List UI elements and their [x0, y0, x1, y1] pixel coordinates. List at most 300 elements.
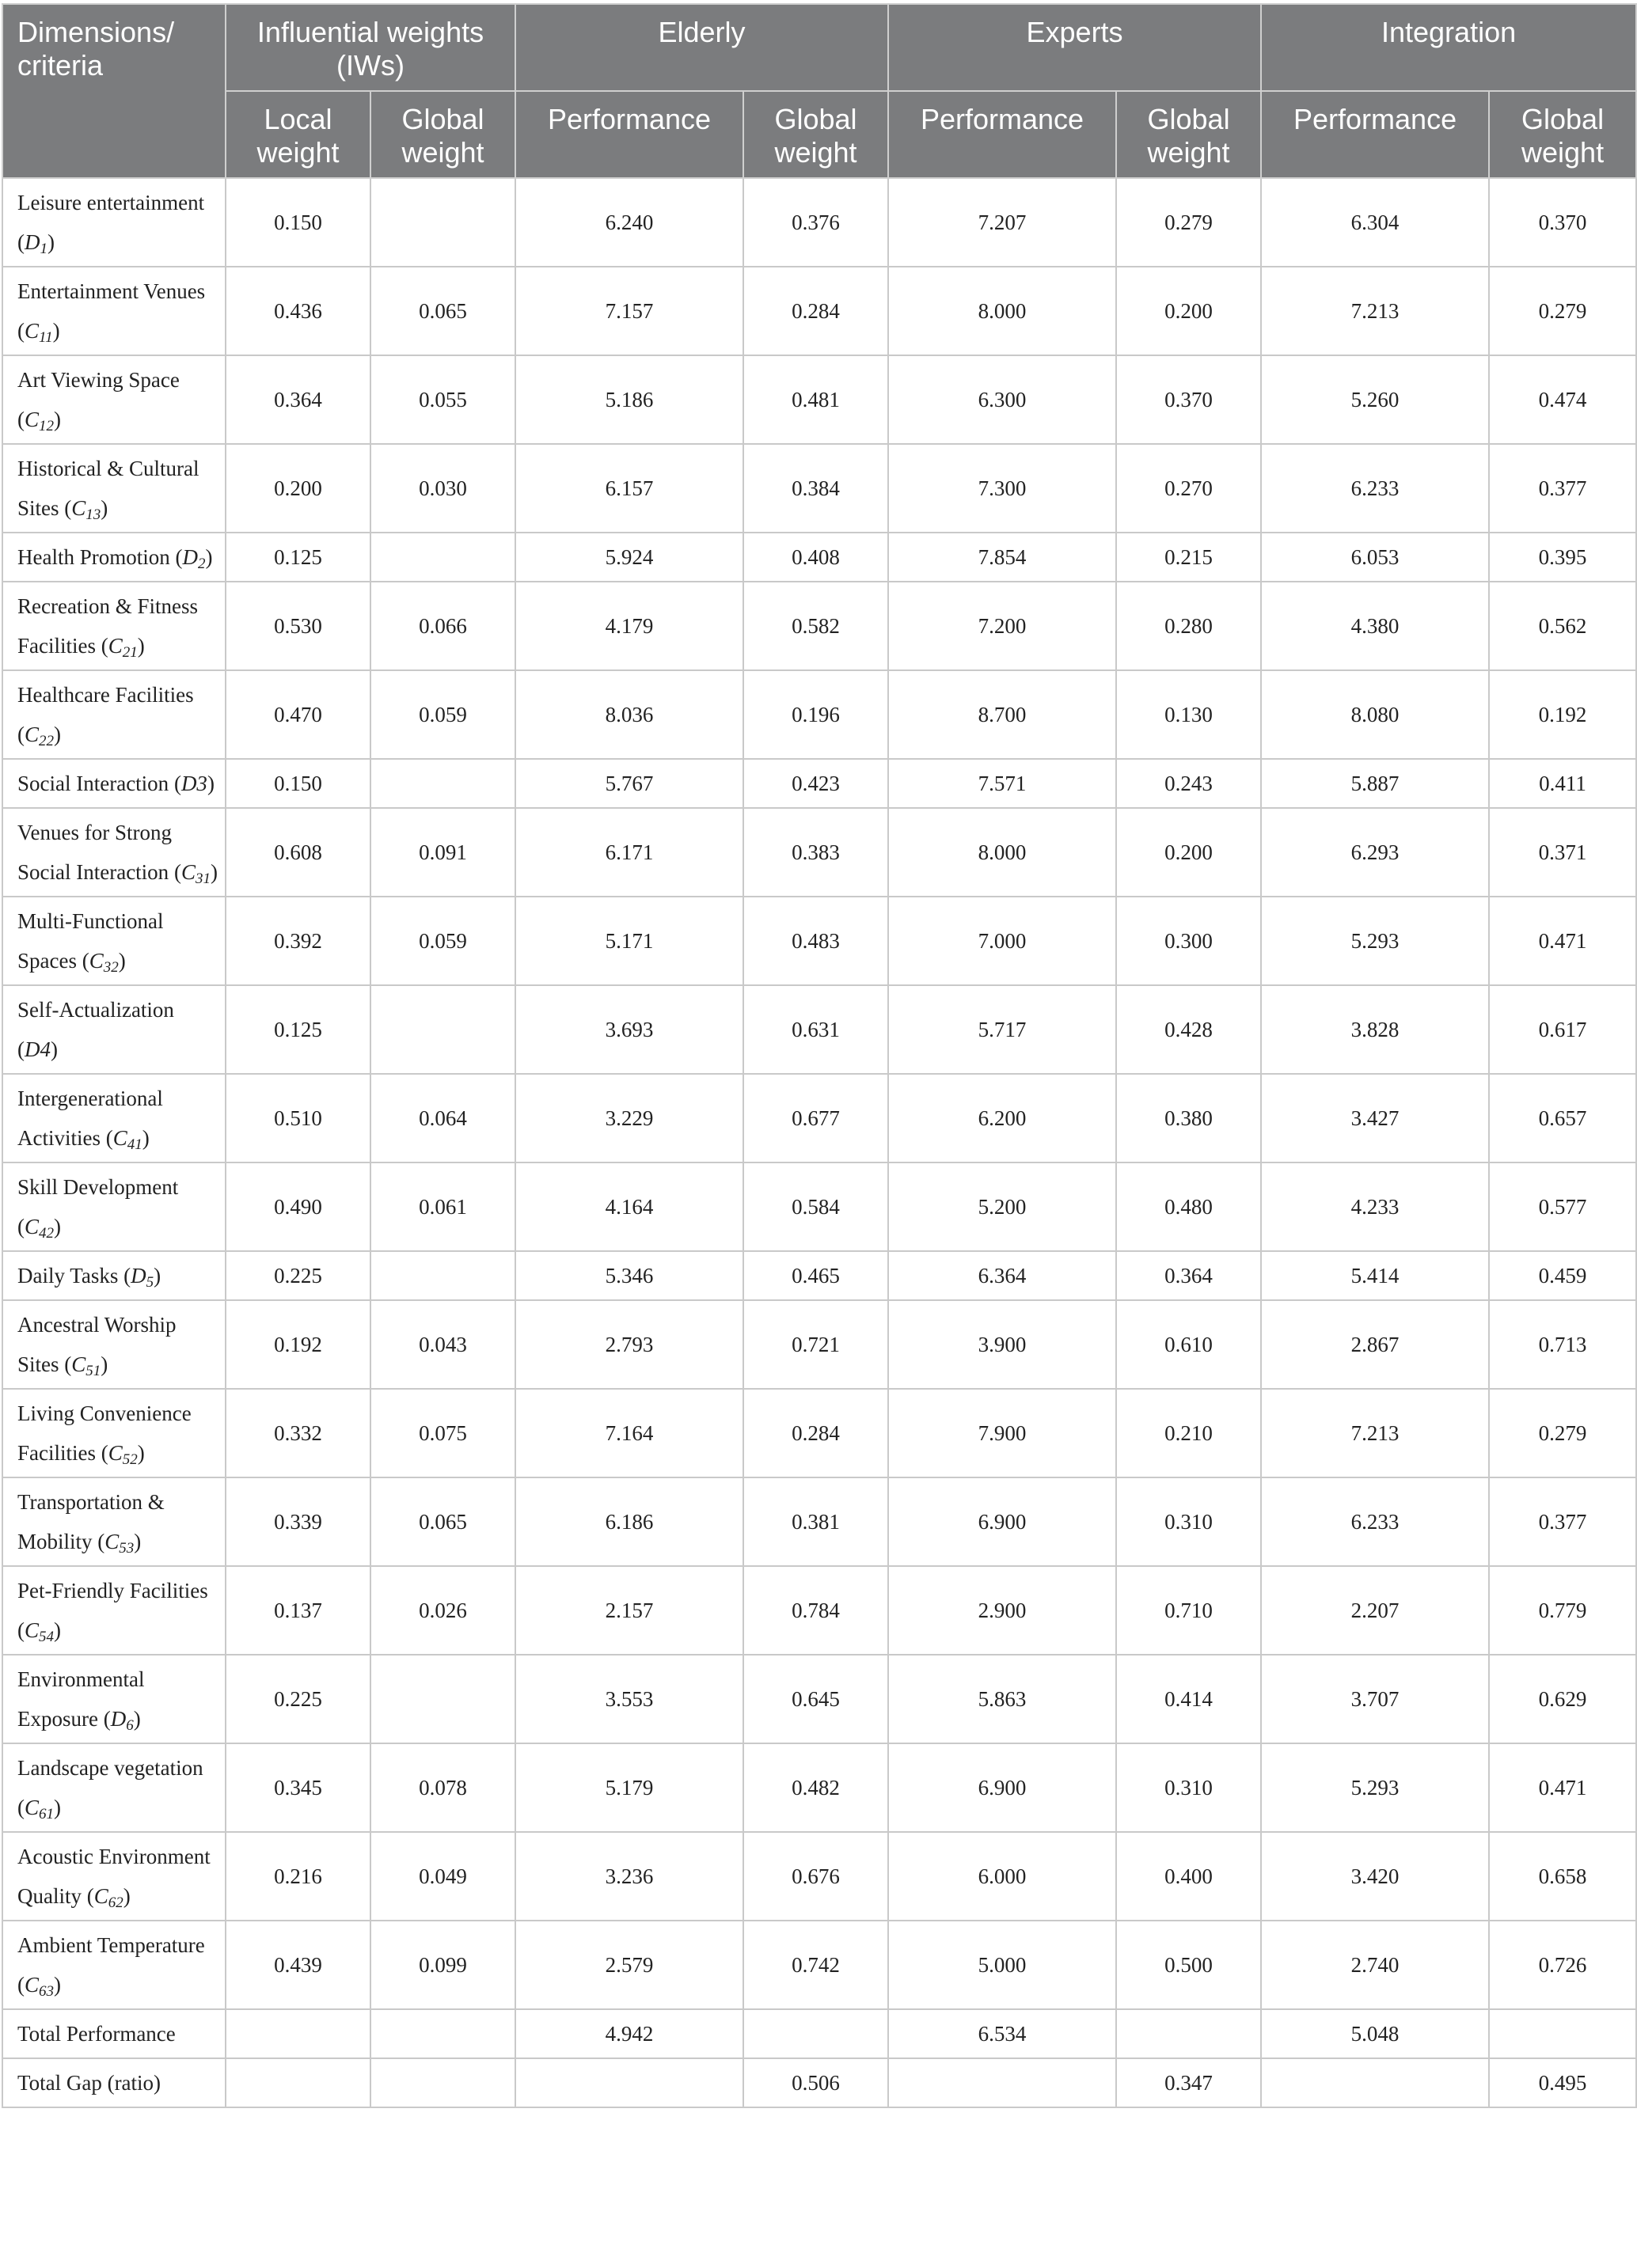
- cell-elderly-global-weight: 0.677: [743, 1074, 888, 1162]
- row-code-subscript: 21: [122, 644, 138, 661]
- row-code: C: [25, 1796, 40, 1819]
- table-header: [2, 4, 1636, 178]
- cell-elderly-performance: 8.036: [515, 670, 743, 759]
- cell-integration-performance: [1261, 2058, 1489, 2107]
- table-row: [2, 759, 1636, 808]
- cell-local-weight: 0.436: [226, 267, 370, 355]
- cell-global-weight: 0.066: [370, 582, 515, 670]
- row-code: D4: [25, 1037, 51, 1061]
- table-row: [2, 1566, 1636, 1655]
- cell-local-weight: 0.470: [226, 670, 370, 759]
- table-row: [2, 267, 1636, 355]
- table-row: [2, 1477, 1636, 1566]
- cell-experts-global-weight: 0.500: [1116, 1921, 1261, 2009]
- cell-elderly-performance: 5.186: [515, 355, 743, 444]
- cell-local-weight: 0.200: [226, 444, 370, 533]
- row-label-cell: [2, 2058, 226, 2107]
- row-code: D: [25, 230, 40, 254]
- header-sub-elderly-performance: Performance: [515, 91, 743, 178]
- cell-integration-performance: 2.867: [1261, 1300, 1489, 1389]
- cell-local-weight: 0.125: [226, 533, 370, 582]
- cell-experts-global-weight: 0.310: [1116, 1743, 1261, 1832]
- cell-elderly-performance: 5.346: [515, 1251, 743, 1300]
- header-sub-integration-performance: Performance: [1261, 91, 1489, 178]
- row-code-subscript: 5: [146, 1274, 154, 1291]
- row-code-subscript: 2: [197, 556, 206, 572]
- cell-local-weight: 0.608: [226, 808, 370, 897]
- header-row-groups: [2, 4, 1636, 91]
- cell-experts-performance: 7.200: [888, 582, 1116, 670]
- cell-experts-performance: 7.900: [888, 1389, 1116, 1477]
- cell-elderly-performance: 3.229: [515, 1074, 743, 1162]
- cell-integration-performance: 6.233: [1261, 444, 1489, 533]
- table-row: [2, 444, 1636, 533]
- row-code-subscript: 61: [39, 1806, 55, 1822]
- cell-elderly-global-weight: 0.483: [743, 897, 888, 985]
- table-row: [2, 533, 1636, 582]
- cell-local-weight: 0.216: [226, 1832, 370, 1921]
- header-sub-global-weight: Global weight: [370, 91, 515, 178]
- row-code: C: [104, 1530, 120, 1553]
- row-code-subscript: 12: [39, 418, 55, 434]
- cell-elderly-performance: 3.236: [515, 1832, 743, 1921]
- row-code-subscript: 32: [103, 959, 119, 976]
- row-code-subscript: 52: [122, 1451, 138, 1468]
- cell-elderly-performance: 2.157: [515, 1566, 743, 1655]
- cell-experts-performance: 6.300: [888, 355, 1116, 444]
- row-label-cell: Recreation & Fitness Facilities $(C_{21})$: [2, 582, 226, 670]
- cell-experts-global-weight: 0.414: [1116, 1655, 1261, 1743]
- cell-integration-global-weight: 0.471: [1489, 1743, 1636, 1832]
- row-label: Venues for Strong Social Interaction: [17, 821, 172, 884]
- row-label: Healthcare Facilities: [17, 683, 194, 707]
- cell-experts-performance: 5.000: [888, 1921, 1116, 2009]
- cell-integration-performance: 6.304: [1261, 178, 1489, 267]
- cell-experts-performance: 3.900: [888, 1300, 1116, 1389]
- cell-global-weight: [370, 985, 515, 1074]
- table-body: [2, 178, 1636, 2107]
- cell-global-weight: 0.059: [370, 670, 515, 759]
- row-label-cell: Ambient Temperature $(C_{63})$: [2, 1921, 226, 2009]
- cell-elderly-performance: 5.179: [515, 1743, 743, 1832]
- table-row: [2, 355, 1636, 444]
- row-label: Entertainment Venues: [17, 279, 206, 303]
- row-label: Ambient Temperature: [17, 1933, 205, 1957]
- row-label: Leisure entertainment: [17, 191, 205, 214]
- cell-local-weight: 0.530: [226, 582, 370, 670]
- cell-integration-performance: 2.740: [1261, 1921, 1489, 2009]
- cell-integration-performance: 4.233: [1261, 1162, 1489, 1251]
- row-code: C: [25, 1973, 40, 1997]
- table-row: [2, 670, 1636, 759]
- cell-elderly-global-weight: 0.284: [743, 1389, 888, 1477]
- cell-elderly-performance: 2.579: [515, 1921, 743, 2009]
- cell-experts-global-weight: 0.480: [1116, 1162, 1261, 1251]
- cell-elderly-performance: 6.171: [515, 808, 743, 897]
- cell-experts-performance: 2.900: [888, 1566, 1116, 1655]
- row-code: D: [131, 1264, 146, 1288]
- row-code: D: [182, 545, 198, 569]
- table-row: [2, 2009, 1636, 2058]
- cell-integration-global-weight: 0.726: [1489, 1921, 1636, 2009]
- cell-experts-global-weight: 0.200: [1116, 267, 1261, 355]
- cell-elderly-global-weight: 0.196: [743, 670, 888, 759]
- table-row: [2, 1743, 1636, 1832]
- cell-elderly-global-weight: 0.423: [743, 759, 888, 808]
- row-label: Art Viewing Space: [17, 368, 180, 392]
- header-sub-experts-performance: Performance: [888, 91, 1116, 178]
- cell-experts-performance: 7.571: [888, 759, 1116, 808]
- row-code: C: [25, 319, 40, 343]
- row-label: Ancestral Worship Sites: [17, 1313, 177, 1376]
- row-label: Environmental Exposure: [17, 1667, 145, 1731]
- cell-global-weight: 0.091: [370, 808, 515, 897]
- row-label-cell: Transportation & Mobility $(C_{53})$: [2, 1477, 226, 1566]
- row-code-subscript: 63: [39, 1983, 55, 2000]
- cell-integration-performance: 3.427: [1261, 1074, 1489, 1162]
- cell-experts-performance: 7.207: [888, 178, 1116, 267]
- cell-elderly-performance: 4.179: [515, 582, 743, 670]
- table-row: [2, 985, 1636, 1074]
- cell-elderly-performance: 5.767: [515, 759, 743, 808]
- row-code-subscript: 54: [39, 1629, 55, 1645]
- cell-experts-performance: 6.534: [888, 2009, 1116, 2058]
- row-code-subscript: 1: [40, 241, 47, 257]
- cell-global-weight: 0.049: [370, 1832, 515, 1921]
- cell-local-weight: 0.439: [226, 1921, 370, 2009]
- row-label: Skill Development: [17, 1175, 179, 1199]
- cell-elderly-global-weight: 0.582: [743, 582, 888, 670]
- cell-elderly-global-weight: 0.506: [743, 2058, 888, 2107]
- cell-local-weight: [226, 2058, 370, 2107]
- row-label: Total Gap (ratio): [17, 2071, 161, 2095]
- cell-integration-global-weight: 0.495: [1489, 2058, 1636, 2107]
- header-group-influential-weights: Influential weights (IWs): [226, 4, 515, 91]
- table-row: [2, 1832, 1636, 1921]
- cell-elderly-performance: 5.171: [515, 897, 743, 985]
- cell-local-weight: 0.137: [226, 1566, 370, 1655]
- row-code-subscript: 53: [119, 1540, 135, 1557]
- row-code: C: [93, 1884, 108, 1908]
- cell-local-weight: 0.225: [226, 1251, 370, 1300]
- cell-integration-global-weight: 0.713: [1489, 1300, 1636, 1389]
- cell-experts-global-weight: 0.243: [1116, 759, 1261, 808]
- row-label: Total Performance: [17, 2022, 176, 2046]
- row-label-cell: Leisure entertainment $(D_1)$: [2, 178, 226, 267]
- row-code: C: [180, 860, 196, 884]
- row-label-cell: Landscape vegetation $(C_{61})$: [2, 1743, 226, 1832]
- cell-elderly-performance: 2.793: [515, 1300, 743, 1389]
- cell-elderly-global-weight: 0.384: [743, 444, 888, 533]
- cell-experts-global-weight: 0.400: [1116, 1832, 1261, 1921]
- cell-integration-performance: 3.828: [1261, 985, 1489, 1074]
- cell-elderly-performance: 4.164: [515, 1162, 743, 1251]
- row-label-cell: Skill Development $(C_{42})$: [2, 1162, 226, 1251]
- cell-global-weight: 0.059: [370, 897, 515, 985]
- row-code: C: [89, 949, 104, 973]
- cell-integration-performance: 8.080: [1261, 670, 1489, 759]
- cell-experts-performance: 7.300: [888, 444, 1116, 533]
- cell-experts-performance: [888, 2058, 1116, 2107]
- row-code: C: [25, 408, 40, 431]
- cell-local-weight: 0.345: [226, 1743, 370, 1832]
- cell-elderly-global-weight: 0.482: [743, 1743, 888, 1832]
- cell-global-weight: 0.078: [370, 1743, 515, 1832]
- cell-global-weight: [370, 178, 515, 267]
- row-label-cell: [2, 2009, 226, 2058]
- cell-local-weight: 0.192: [226, 1300, 370, 1389]
- cell-global-weight: [370, 2058, 515, 2107]
- cell-integration-global-weight: 0.657: [1489, 1074, 1636, 1162]
- cell-elderly-global-weight: 0.584: [743, 1162, 888, 1251]
- cell-elderly-global-weight: 0.784: [743, 1566, 888, 1655]
- table-row: [2, 1162, 1636, 1251]
- cell-experts-performance: 5.863: [888, 1655, 1116, 1743]
- cell-experts-global-weight: 0.200: [1116, 808, 1261, 897]
- cell-experts-performance: 6.364: [888, 1251, 1116, 1300]
- cell-global-weight: [370, 1251, 515, 1300]
- cell-integration-global-weight: 0.377: [1489, 444, 1636, 533]
- cell-integration-global-weight: 0.471: [1489, 897, 1636, 985]
- cell-integration-global-weight: 0.562: [1489, 582, 1636, 670]
- row-code: C: [108, 1441, 123, 1465]
- row-label-cell: Entertainment Venues $(C_{11})$: [2, 267, 226, 355]
- cell-elderly-global-weight: 0.408: [743, 533, 888, 582]
- row-label-cell: Social Interaction (D3): [2, 759, 226, 808]
- cell-local-weight: 0.339: [226, 1477, 370, 1566]
- cell-local-weight: 0.392: [226, 897, 370, 985]
- row-code: C: [71, 496, 86, 520]
- row-label: Health Promotion: [17, 545, 170, 569]
- row-code: C: [112, 1126, 127, 1150]
- cell-integration-global-weight: 0.279: [1489, 267, 1636, 355]
- row-label-cell: Daily Tasks $(D_5)$: [2, 1251, 226, 1300]
- cell-elderly-performance: 6.240: [515, 178, 743, 267]
- cell-local-weight: 0.490: [226, 1162, 370, 1251]
- cell-elderly-global-weight: 0.376: [743, 178, 888, 267]
- cell-integration-performance: 5.887: [1261, 759, 1489, 808]
- row-code-subscript: 42: [39, 1225, 55, 1242]
- cell-global-weight: 0.099: [370, 1921, 515, 2009]
- cell-elderly-performance: 3.553: [515, 1655, 743, 1743]
- cell-experts-global-weight: [1116, 2009, 1261, 2058]
- table-row: [2, 178, 1636, 267]
- row-code-subscript: 51: [85, 1363, 101, 1379]
- cell-integration-performance: 5.293: [1261, 1743, 1489, 1832]
- cell-integration-performance: 5.048: [1261, 2009, 1489, 2058]
- row-label: Historical & Cultural Sites: [17, 457, 199, 520]
- cell-integration-global-weight: 0.395: [1489, 533, 1636, 582]
- row-label: Pet-Friendly Facilities: [17, 1579, 208, 1602]
- cell-experts-global-weight: 0.130: [1116, 670, 1261, 759]
- row-label-cell: Ancestral Worship Sites $(C_{51})$: [2, 1300, 226, 1389]
- header-sub-elderly-global-weight: Global weight: [743, 91, 888, 178]
- cell-experts-performance: 8.000: [888, 267, 1116, 355]
- cell-experts-performance: 6.900: [888, 1477, 1116, 1566]
- row-code-subscript: 11: [39, 329, 53, 346]
- cell-local-weight: 0.364: [226, 355, 370, 444]
- cell-integration-performance: 7.213: [1261, 267, 1489, 355]
- cell-integration-global-weight: 0.474: [1489, 355, 1636, 444]
- row-label: Transportation & Mobility: [17, 1490, 165, 1553]
- header-sub-local-weight: Local weight: [226, 91, 370, 178]
- row-code-subscript: 41: [127, 1136, 142, 1153]
- row-label-cell: Environmental Exposure $(D_6)$: [2, 1655, 226, 1743]
- cell-elderly-global-weight: 0.381: [743, 1477, 888, 1566]
- header-group-integration: Integration: [1261, 4, 1636, 91]
- cell-global-weight: 0.043: [370, 1300, 515, 1389]
- cell-elderly-global-weight: [743, 2009, 888, 2058]
- cell-experts-global-weight: 0.347: [1116, 2058, 1261, 2107]
- row-code: C: [25, 1618, 40, 1642]
- cell-local-weight: 0.150: [226, 759, 370, 808]
- cell-integration-global-weight: [1489, 2009, 1636, 2058]
- cell-integration-global-weight: 0.658: [1489, 1832, 1636, 1921]
- cell-elderly-global-weight: 0.465: [743, 1251, 888, 1300]
- row-code: C: [108, 634, 123, 658]
- row-label-cell: Intergenerational Activities $(C_{41})$: [2, 1074, 226, 1162]
- row-code: D3: [180, 772, 207, 795]
- cell-global-weight: 0.030: [370, 444, 515, 533]
- row-label-cell: Healthcare Facilities $(C_{22})$: [2, 670, 226, 759]
- cell-elderly-performance: 7.157: [515, 267, 743, 355]
- cell-global-weight: [370, 2009, 515, 2058]
- header-group-experts: Experts: [888, 4, 1261, 91]
- cell-global-weight: 0.055: [370, 355, 515, 444]
- row-label: Daily Tasks: [17, 1264, 119, 1288]
- row-label: Multi-Functional Spaces: [17, 909, 164, 973]
- cell-experts-performance: 5.717: [888, 985, 1116, 1074]
- table-row: [2, 1251, 1636, 1300]
- table-row: [2, 1389, 1636, 1477]
- table-row: [2, 582, 1636, 670]
- cell-global-weight: [370, 759, 515, 808]
- cell-elderly-performance: [515, 2058, 743, 2107]
- row-code-subscript: 31: [195, 870, 211, 887]
- cell-elderly-performance: 5.924: [515, 533, 743, 582]
- cell-experts-performance: 8.000: [888, 808, 1116, 897]
- cell-local-weight: 0.150: [226, 178, 370, 267]
- cell-elderly-global-weight: 0.481: [743, 355, 888, 444]
- cell-integration-global-weight: 0.629: [1489, 1655, 1636, 1743]
- cell-integration-global-weight: 0.577: [1489, 1162, 1636, 1251]
- cell-experts-performance: 7.000: [888, 897, 1116, 985]
- row-label: Acoustic Environment Quality: [17, 1845, 211, 1908]
- cell-global-weight: 0.026: [370, 1566, 515, 1655]
- row-code: C: [25, 1215, 40, 1238]
- cell-elderly-global-weight: 0.676: [743, 1832, 888, 1921]
- table-row: [2, 1074, 1636, 1162]
- cell-elderly-global-weight: 0.284: [743, 267, 888, 355]
- cell-experts-performance: 8.700: [888, 670, 1116, 759]
- cell-integration-global-weight: 0.370: [1489, 178, 1636, 267]
- cell-experts-global-weight: 0.215: [1116, 533, 1261, 582]
- cell-experts-global-weight: 0.710: [1116, 1566, 1261, 1655]
- cell-experts-global-weight: 0.280: [1116, 582, 1261, 670]
- header-row-sub: [2, 91, 1636, 178]
- cell-integration-global-weight: 0.377: [1489, 1477, 1636, 1566]
- row-label: Self-Actualization: [17, 998, 174, 1022]
- cell-integration-performance: 7.213: [1261, 1389, 1489, 1477]
- cell-experts-performance: 5.200: [888, 1162, 1116, 1251]
- cell-elderly-performance: 4.942: [515, 2009, 743, 2058]
- cell-elderly-performance: 6.157: [515, 444, 743, 533]
- row-label-cell: Venues for Strong Social Interaction $(C_{31})$: [2, 808, 226, 897]
- cell-elderly-global-weight: 0.721: [743, 1300, 888, 1389]
- cell-global-weight: 0.065: [370, 267, 515, 355]
- cell-integration-global-weight: 0.279: [1489, 1389, 1636, 1477]
- cell-integration-performance: 6.053: [1261, 533, 1489, 582]
- cell-elderly-global-weight: 0.742: [743, 1921, 888, 2009]
- row-label-cell: Art Viewing Space $(C_{12})$: [2, 355, 226, 444]
- table-row: [2, 1655, 1636, 1743]
- cell-integration-performance: 5.414: [1261, 1251, 1489, 1300]
- cell-experts-global-weight: 0.428: [1116, 985, 1261, 1074]
- cell-global-weight: [370, 1655, 515, 1743]
- cell-experts-performance: 6.000: [888, 1832, 1116, 1921]
- row-label-cell: Self-Actualization (D4): [2, 985, 226, 1074]
- cell-integration-global-weight: 0.779: [1489, 1566, 1636, 1655]
- header-group-elderly: Elderly: [515, 4, 888, 91]
- cell-integration-performance: 6.233: [1261, 1477, 1489, 1566]
- cell-local-weight: 0.510: [226, 1074, 370, 1162]
- cell-integration-global-weight: 0.459: [1489, 1251, 1636, 1300]
- cell-experts-performance: 7.854: [888, 533, 1116, 582]
- cell-integration-global-weight: 0.411: [1489, 759, 1636, 808]
- cell-experts-global-weight: 0.380: [1116, 1074, 1261, 1162]
- cell-integration-performance: 2.207: [1261, 1566, 1489, 1655]
- row-code: D: [110, 1707, 127, 1731]
- cell-elderly-global-weight: 0.631: [743, 985, 888, 1074]
- cell-experts-global-weight: 0.370: [1116, 355, 1261, 444]
- cell-experts-performance: 6.900: [888, 1743, 1116, 1832]
- cell-experts-global-weight: 0.300: [1116, 897, 1261, 985]
- cell-elderly-global-weight: 0.383: [743, 808, 888, 897]
- cell-integration-performance: 3.707: [1261, 1655, 1489, 1743]
- row-code: C: [71, 1352, 86, 1376]
- cell-experts-global-weight: 0.610: [1116, 1300, 1261, 1389]
- cell-elderly-performance: 7.164: [515, 1389, 743, 1477]
- cell-global-weight: 0.075: [370, 1389, 515, 1477]
- cell-experts-performance: 6.200: [888, 1074, 1116, 1162]
- cell-integration-performance: 6.293: [1261, 808, 1489, 897]
- cell-experts-global-weight: 0.364: [1116, 1251, 1261, 1300]
- row-label-cell: Pet-Friendly Facilities $(C_{54})$: [2, 1566, 226, 1655]
- header-sub-integration-global-weight: Global weight: [1489, 91, 1636, 178]
- cell-integration-global-weight: 0.371: [1489, 808, 1636, 897]
- row-label-cell: Living Convenience Facilities $(C_{52})$: [2, 1389, 226, 1477]
- row-code-subscript: 6: [126, 1717, 134, 1734]
- cell-integration-performance: 4.380: [1261, 582, 1489, 670]
- table-row: [2, 2058, 1636, 2107]
- table-row: [2, 1921, 1636, 2009]
- cell-experts-global-weight: 0.310: [1116, 1477, 1261, 1566]
- row-label-cell: Multi-Functional Spaces $(C_{32})$: [2, 897, 226, 985]
- cell-local-weight: 0.225: [226, 1655, 370, 1743]
- row-label-cell: Acoustic Environment Quality $(C_{62})$: [2, 1832, 226, 1921]
- header-dimensions-criteria: Dimensions/ criteria: [2, 4, 226, 178]
- cell-global-weight: 0.065: [370, 1477, 515, 1566]
- cell-elderly-global-weight: 0.645: [743, 1655, 888, 1743]
- cell-elderly-performance: 3.693: [515, 985, 743, 1074]
- row-label: Living Convenience Facilities: [17, 1401, 192, 1465]
- row-label: Recreation & Fitness Facilities: [17, 594, 198, 658]
- table-row: [2, 1300, 1636, 1389]
- table-row: [2, 808, 1636, 897]
- row-code-subscript: 22: [39, 733, 55, 749]
- cell-integration-performance: 3.420: [1261, 1832, 1489, 1921]
- row-label: Social Interaction: [17, 772, 169, 795]
